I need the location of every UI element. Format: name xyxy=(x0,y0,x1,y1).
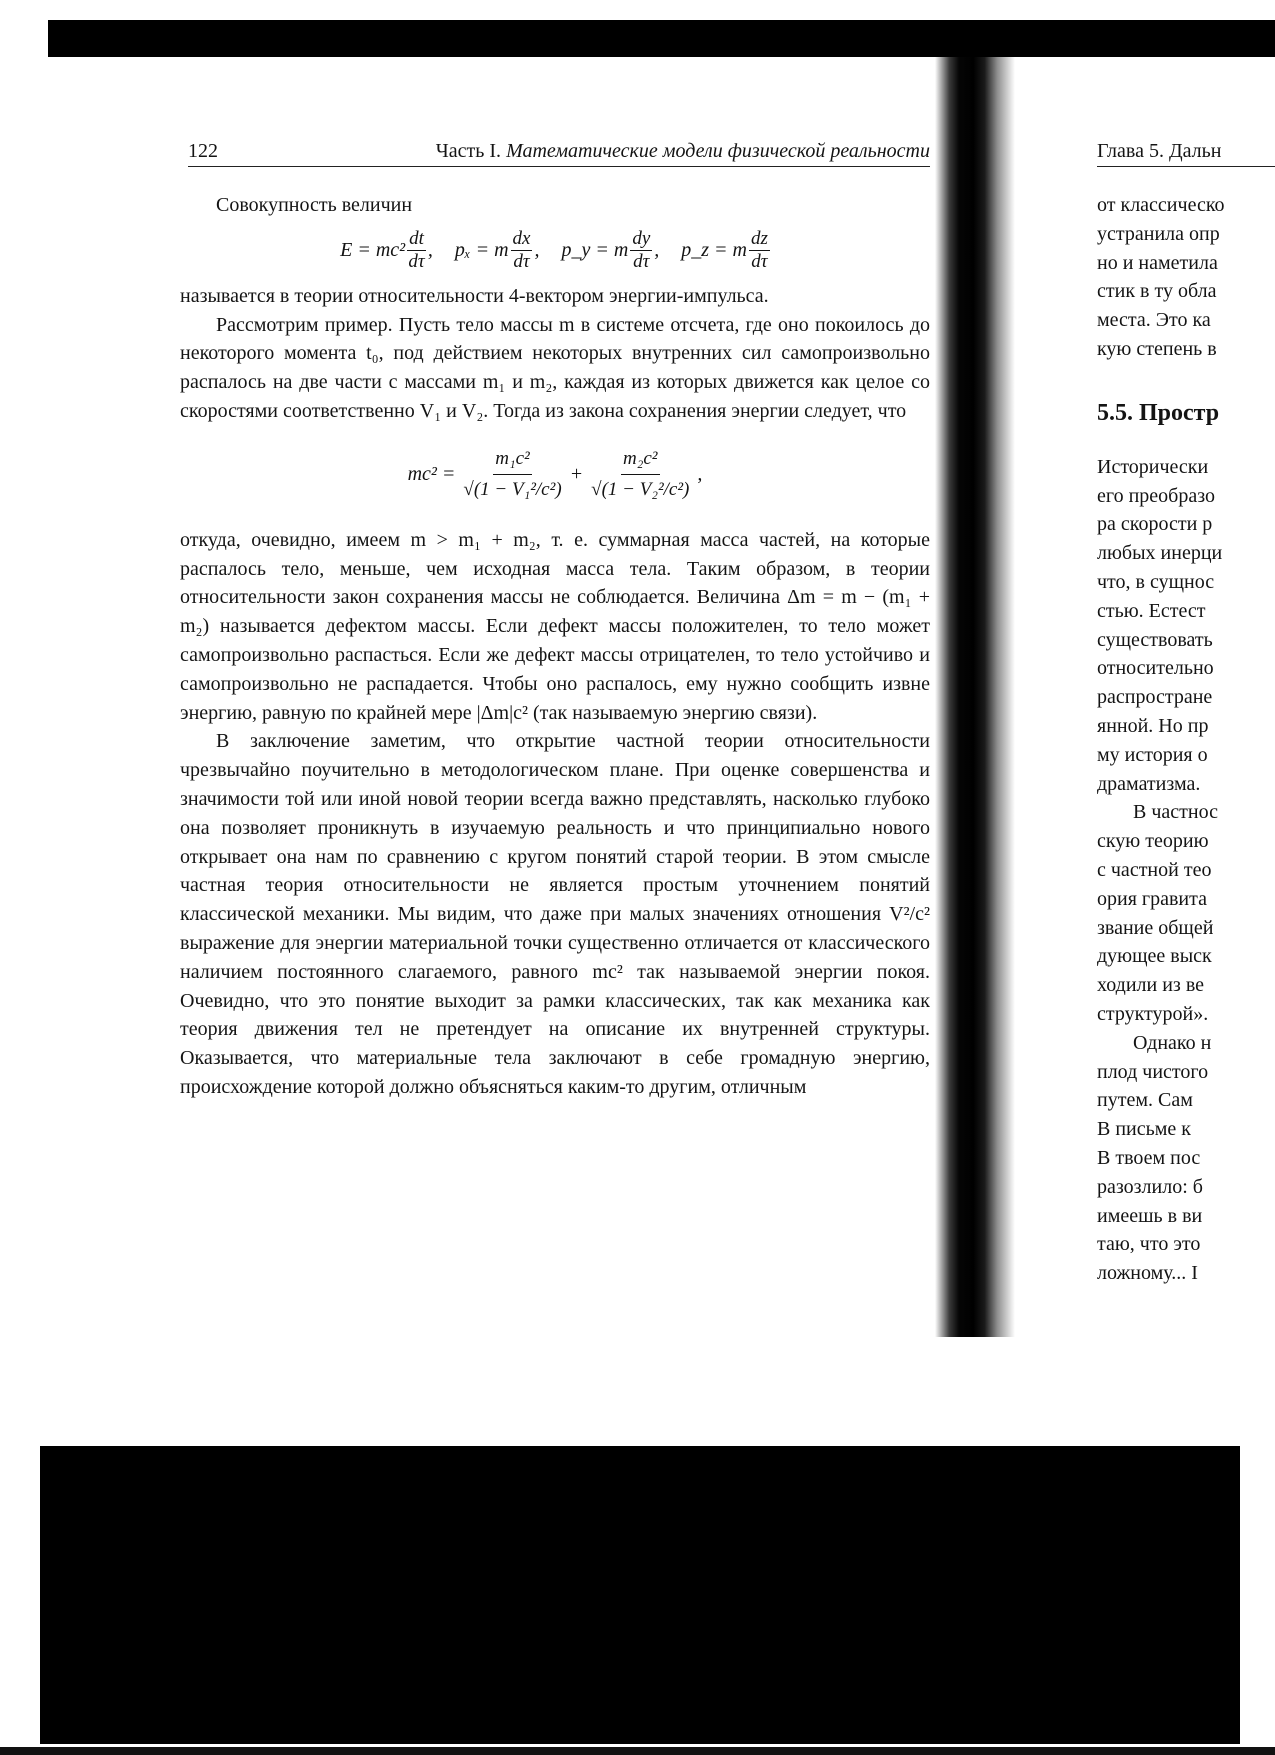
formula-pz: p_z = m $\frac{dz}{d\tau}$ xyxy=(681,228,768,273)
right-text-line: стью. Естест xyxy=(1097,599,1206,622)
right-text-line: устранила опр xyxy=(1097,222,1220,245)
right-text-block-c xyxy=(1097,798,1275,1028)
paragraph-definition: называется в теории относительности 4-вектором энергии-импульса. xyxy=(180,284,769,307)
right-text-block-d xyxy=(1097,1029,1275,1288)
right-text-line: ходили из ве xyxy=(1097,974,1205,997)
paragraph-example: Рассмотрим пример. Пусть тело массы m в системе отсчета, где оно покоилось до некоторого момента t₀, под действием некоторых внутренних сил самопроизвольно распалось на две части с массами m₁ и m₂, каждая из которых движется как целое со скоростями соответственно V₁ и V₂. Тогда из закона сохранения энергии следует, что xyxy=(180,313,930,422)
right-text-line: му история о xyxy=(1097,743,1208,766)
right-text-line: что, в сущнос xyxy=(1097,570,1215,593)
book-gutter-shadow xyxy=(935,57,1015,1337)
formula-py: p_y = m $\frac{dy}{d\tau}$ , xyxy=(561,228,660,273)
right-text-line: с частной тео xyxy=(1097,858,1212,881)
right-text-line: путем. Сам xyxy=(1097,1089,1193,1112)
right-text-line: В частнос xyxy=(1133,801,1218,824)
right-text-block-b xyxy=(1097,453,1275,799)
right-text-line: кую степень в xyxy=(1097,337,1217,360)
formula-px: pₓ = m $\frac{dx}{d\tau}$ , xyxy=(454,228,540,273)
right-text-line: от классическо xyxy=(1097,194,1225,216)
right-text-line: существовать xyxy=(1097,628,1213,651)
right-running-head: Глава 5. Дальн xyxy=(1097,140,1275,167)
right-text-block-a xyxy=(1097,191,1275,364)
right-text-line: ложному... I xyxy=(1097,1262,1198,1285)
right-text-line: места. Это ка xyxy=(1097,309,1211,332)
paragraph-intro: Совокупность величин xyxy=(216,194,413,216)
running-head-italic: Математические модели физической реальности xyxy=(506,140,930,162)
paragraph-mass-defect: откуда, очевидно, имеем m > m₁ + m₂, т. е. суммарная масса частей, на которые распалось тело, меньше, чем исходная масса тела. Таким образом, в теории относительности закон сохранения массы не соблюдается. Величина Δm = m − (m₁ + m₂) называется дефектом массы. Если дефект массы положителен, то тело может самопроизвольно распасться. Если же дефект массы отрицателен, то тело устойчиво и самопроизвольно не распадается. Чтобы оно распалось, ему нужно сообщить извне энергию, равную по крайней мере |Δm|c² (так называемую энергию связи). xyxy=(180,528,930,724)
right-text-line: ория гравита xyxy=(1097,887,1207,910)
right-text-line: плод чистого xyxy=(1097,1060,1209,1083)
right-text-line: драматизма. xyxy=(1097,772,1201,795)
formula-energy-momentum xyxy=(180,226,930,276)
formula-energy-conservation: mc² = $\frac{\text{m₁c²}}{\text{√(1 − V₁²/c²)}}$ + $\frac{\text{m₂c²}}{\text{√(1 − V₂²/c²)}}$ , xyxy=(180,436,930,514)
right-text-line: разозлило: б xyxy=(1097,1175,1203,1198)
formula-e: E = mc² $\frac{dt}{d\tau}$ , xyxy=(340,228,433,273)
right-text-line: относительно xyxy=(1097,657,1214,680)
right-text-line: дующее выск xyxy=(1097,945,1212,968)
right-text-line: В письме к xyxy=(1097,1118,1191,1141)
right-text-line: но и наметила xyxy=(1097,251,1218,274)
right-text-line: распростране xyxy=(1097,686,1213,709)
right-text-line: скую теорию xyxy=(1097,830,1209,853)
paragraph-conclusion: В заключение заметим, что открытие частной теории относительности чрезвычайно поучительно в методологическом плане. При оценке совершенства и значимости той или иной новой теории всегда важно представлять, насколько глубоко она позволяет проникнуть в изучаемую реальность и что принципиально нового открывает она нам по сравнению с кругом понятий старой теории. В этом смысле частная теория относительности не является простым уточнением понятий классической механики. Мы видим, что даже при малых значениях отношения V²/c² выражение для энергии материальной точки существенно отличается от классического наличием постоянного слагаемого, равного mc² так называемой энергии покоя. Очевидно, что это понятие выходит за рамки классических, так как механика как теория движения тел не претендует на описание их внутренней структуры. Оказывается, что материальные тела заключают в себе громадную энергию, происхождение которой должно объясняться каким-то другим, отличным xyxy=(180,730,930,1098)
left-page xyxy=(180,140,930,1102)
right-text-line: В твоем пос xyxy=(1097,1146,1201,1169)
scan-border-bottom xyxy=(40,1446,1240,1744)
right-section-heading: 5.5. Простр xyxy=(1097,399,1220,426)
right-text-line: его преобразо xyxy=(1097,484,1215,507)
right-text-line: любых инерци xyxy=(1097,542,1223,565)
right-text-line: имеешь в ви xyxy=(1097,1204,1203,1227)
right-text-line: янной. Но пр xyxy=(1097,714,1209,737)
right-text-line: Исторически xyxy=(1097,455,1209,478)
right-page xyxy=(1097,140,1275,1288)
scan-edge-bottom xyxy=(0,1747,1275,1755)
running-head xyxy=(188,140,930,167)
right-text-line: стик в ту обла xyxy=(1097,280,1217,303)
right-text-line: структурой». xyxy=(1097,1002,1209,1025)
running-head-title xyxy=(436,140,930,163)
right-text-line: таю, что это xyxy=(1097,1233,1201,1256)
page-number: 122 xyxy=(188,140,218,162)
running-head-part: Часть I. xyxy=(435,140,502,162)
right-text-line: Однако н xyxy=(1133,1031,1212,1054)
right-text-line: ра скорости р xyxy=(1097,513,1213,536)
scan-border-top xyxy=(48,20,1275,57)
right-text-line: звание общей xyxy=(1097,916,1214,939)
